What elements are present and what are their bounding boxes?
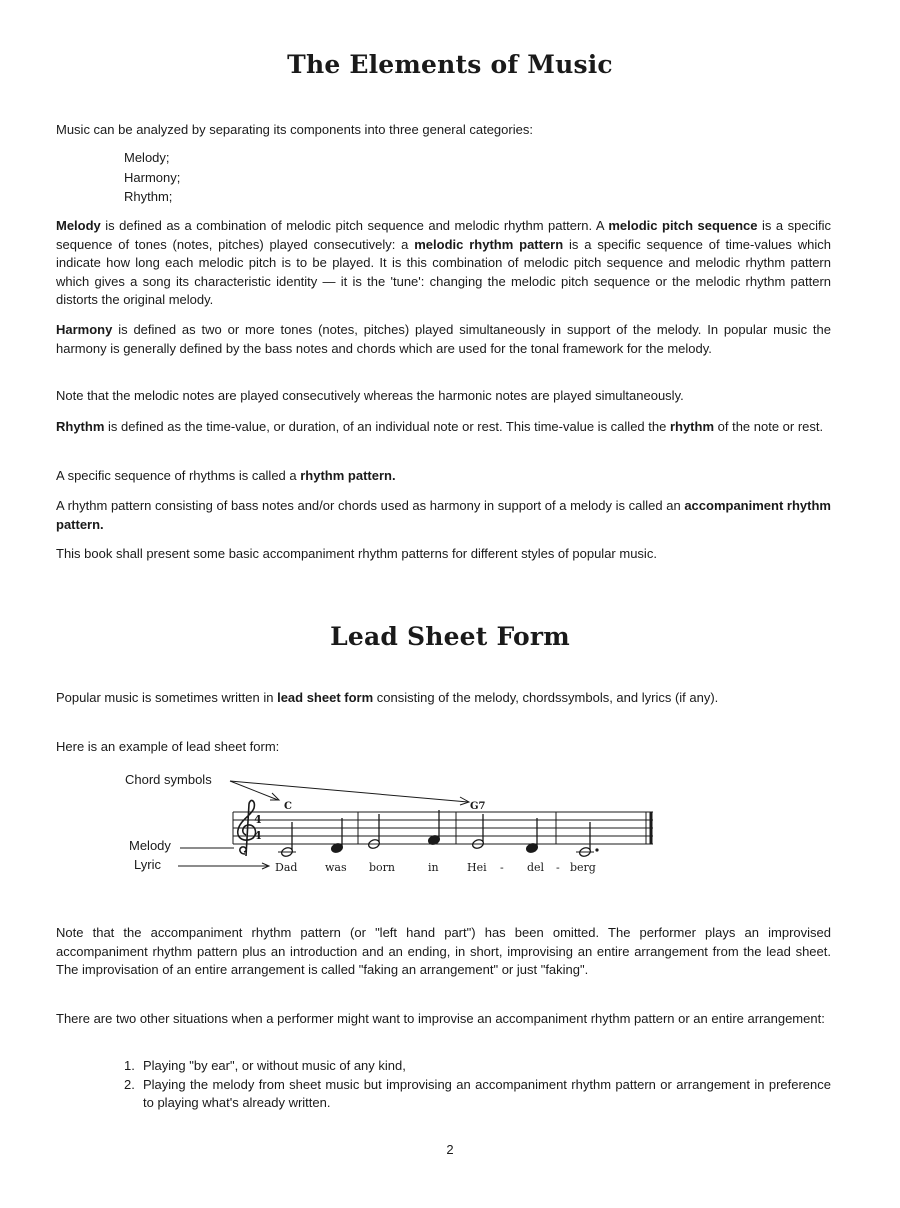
text-span: is defined as two or more tones (notes, pitches) played simultaneously in support of the melody. In popular music the harmony is generally defined by the bass notes and chords which are used for the tonal framework for the melody.: [56, 322, 831, 356]
situations-paragraph: There are two other situations when a performer might want to improvise an accompaniment rhythm pattern or an entire arrangement:: [56, 1011, 825, 1026]
lead-sheet-example: [0, 760, 900, 890]
label-lyric: Lyric: [134, 857, 161, 872]
list-item-text: Playing "by ear", or without music of any kind,: [143, 1058, 406, 1073]
term-harmony: Harmony: [56, 322, 113, 337]
lyric-hyphen: -: [500, 861, 504, 874]
text-span: consisting of the melody, chordssymbols, and lyrics (if any).: [373, 690, 719, 705]
term-lead-sheet-form: lead sheet form: [277, 690, 374, 705]
text-span: is a specific sequence of time-values which indicate how long each melodic pitch is to be played. It is this combination of melodic pitch sequence and melodic rhythm pattern which gives a song its characteristic identity — it is the 'tune': changing the melodic pitch sequence or the melodic rhythm pattern distorts the original melody.: [56, 236, 831, 308]
category-item: Harmony;: [124, 169, 181, 185]
time-signature-top: 4: [254, 813, 262, 826]
omitted-part-paragraph: Note that the accompaniment rhythm pattern (or "left hand part") has been omitted. The performer plays an improvised accompaniment rhythm pattern plus an introduction and an ending, in short, improvising an entire arrangement from the lead sheet. The improvisation of an entire arrangement is called "faking an arrangement" or just "faking".: [56, 925, 831, 978]
situations-list: [124, 1057, 831, 1113]
category-item: Melody;: [124, 150, 170, 165]
lyric-syllable: del: [527, 861, 545, 874]
lyric-syllable: in: [428, 861, 439, 874]
consecutive-note-paragraph: Note that the melodic notes are played consecutively whereas the harmonic notes are played simultaneously.: [56, 388, 684, 403]
text-span: of the note or rest.: [714, 419, 824, 434]
text-span: is defined as a combination of melodic pitch sequence and melodic rhythm pattern. A: [100, 218, 609, 233]
lead-sheet-paragraph: [56, 689, 831, 708]
label-chord-symbols: Chord symbols: [125, 772, 212, 787]
melody-definition-paragraph: [56, 217, 831, 310]
text-span: is defined as the time-value, or duration, of an individual note or rest. This time-value is called the: [104, 419, 670, 434]
term-melodic-pitch-sequence: melodic pitch sequence: [608, 218, 758, 233]
term-rhythm: Rhythm: [56, 419, 105, 434]
text-span: A specific sequence of rhythms is called a: [56, 468, 301, 483]
list-item: [124, 1076, 831, 1113]
text-span: A rhythm pattern consisting of bass notes and/or chords used as harmony in support of a melody is called an: [56, 498, 685, 513]
term-accompaniment-rhythm-pattern: accompaniment rhythm pattern.: [56, 498, 831, 532]
lyric-syllable: born: [369, 861, 396, 874]
harmony-definition-paragraph: [56, 321, 831, 358]
list-item-text: Playing the melody from sheet music but improvising an accompaniment rhythm pattern or arrangement in preference to playing what's already written.: [143, 1076, 831, 1111]
example-intro-paragraph: Here is an example of lead sheet form:: [56, 739, 280, 754]
text-span: is a specific sequence of tones (notes, pitches) played consecutively: a: [56, 218, 831, 252]
chord-pointer-line: [230, 781, 468, 802]
list-number: 2.: [124, 1076, 135, 1092]
section-title-elements-of-music: The Elements of Music: [287, 50, 613, 79]
term-rhythm-pattern: rhythm pattern.: [300, 468, 396, 483]
lyric-syllable: berg: [570, 861, 596, 874]
list-item: [124, 1057, 831, 1076]
lyric-hyphen: -: [556, 861, 560, 874]
list-number: 1.: [124, 1058, 135, 1073]
time-signature-bottom: 4: [254, 829, 262, 842]
page-number: 2: [446, 1142, 454, 1157]
accompaniment-paragraph: [56, 497, 831, 534]
category-list: [124, 148, 180, 207]
term-rhythm-inline: rhythm: [669, 419, 715, 434]
section-title-lead-sheet-form: Lead Sheet Form: [330, 622, 570, 651]
lyric-syllable: was: [325, 861, 347, 874]
lyric-syllable: Dad: [275, 861, 298, 874]
rhythm-pattern-paragraph: [56, 467, 831, 486]
book-purpose-paragraph: This book shall present some basic accompaniment rhythm patterns for different styles of popular music.: [56, 546, 657, 561]
term-melody: Melody: [56, 218, 101, 233]
category-item: Rhythm;: [124, 189, 173, 204]
rhythm-definition-paragraph: [56, 418, 831, 437]
term-melodic-rhythm-pattern: melodic rhythm pattern: [414, 236, 564, 252]
label-melody: Melody: [129, 838, 171, 853]
chord-pointer-line: [230, 781, 278, 800]
text-span: Popular music is sometimes written in: [56, 690, 278, 705]
chord-symbol: C: [284, 801, 292, 812]
chord-symbol: G7: [470, 801, 486, 812]
lyric-syllable: Hei: [467, 861, 487, 874]
intro-paragraph: Music can be analyzed by separating its components into three general categories:: [56, 122, 533, 137]
